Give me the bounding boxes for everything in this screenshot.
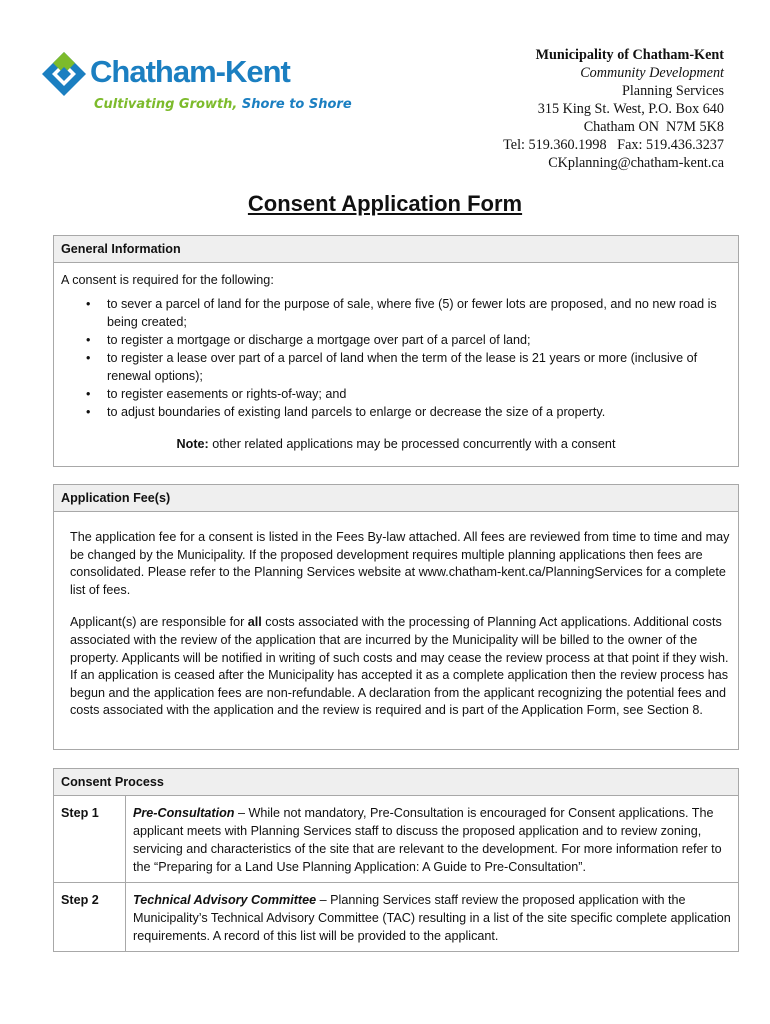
logo-mark-icon (40, 50, 88, 98)
chatham-kent-logo (40, 48, 352, 118)
bullet-icon: • (86, 297, 91, 311)
page-title: Consent Application Form (247, 191, 523, 216)
general-information-intro: A consent is required for the following: (61, 273, 274, 287)
logo-name: Chatham-Kent (90, 54, 290, 89)
step-text: – While not mandatory, Pre-Consultation is encouraged for Consent applications. The applicant meets with Planning Services staff to discuss the proposed application and to review zoning, servicing and characteristics of the site that are relevant to the development. For more information refer to the “Preparing for a Land Use Planning Application: A Guide to Pre-Consultation”. (133, 806, 722, 874)
logo-tagline-part1: Cultivating Growth, (94, 97, 238, 112)
list-item-text: to adjust boundaries of existing land parcels to enlarge or decrease the size of a property. (107, 405, 606, 419)
address-street: 315 King St. West, P.O. Box 640 (537, 101, 724, 117)
general-information-section (53, 235, 739, 467)
list-item (86, 295, 731, 331)
address-email: CKplanning@chatham-kent.ca (548, 155, 724, 171)
step-description (126, 796, 739, 883)
step-text: – Planning Services staff review the proposed application with the Municipality’s Technical Advisory Committee (TAC) resulting in a list of the site specific complete application requirements. A record of this list will be provided to the applicant. (133, 893, 731, 943)
note-text: other related applications may be processed concurrently with a consent (208, 437, 616, 451)
step-number: Step 2 (54, 883, 126, 952)
fees-paragraph-2-start: Applicant(s) are responsible for (70, 615, 248, 630)
note (61, 435, 731, 453)
table-row (54, 796, 738, 883)
list-item-text: to register a mortgage or discharge a mortgage over part of a parcel of land; (107, 333, 531, 347)
consent-process-heading: Consent Process (54, 769, 738, 796)
consent-process-table (54, 796, 738, 951)
bullet-icon: • (86, 387, 91, 401)
step-label: Technical Advisory Committee (133, 893, 317, 907)
application-fees-section (53, 484, 739, 750)
application-fees-heading: Application Fee(s) (54, 485, 738, 512)
step-number: Step 1 (54, 796, 126, 883)
general-information-heading: General Information (54, 236, 738, 263)
list-item-text: to register a lease over part of a parcel of land when the term of the lease is 21 years or more (inclusive of renewal options); (107, 351, 698, 383)
address-phone-fax: Tel: 519.360.1998 Fax: 519.436.3237 (503, 137, 724, 153)
list-item (86, 331, 731, 349)
list-item (86, 349, 731, 385)
consent-process-section (53, 768, 739, 952)
bullet-icon: • (86, 351, 91, 365)
list-item-text: to register easements or rights-of-way; and (107, 387, 347, 401)
address-division: Planning Services (621, 83, 724, 99)
address-city: Chatham ON N7M 5K8 (583, 119, 724, 135)
logo-tagline (94, 97, 352, 112)
bullet-icon: • (86, 405, 91, 419)
note-label: Note: (176, 437, 209, 451)
fees-paragraph-2 (70, 614, 730, 720)
bullet-icon: • (86, 333, 91, 347)
list-item (86, 385, 731, 403)
consent-requirements-list (61, 295, 731, 421)
fees-paragraph-2-end: costs associated with the processing of Planning Act applications. Additional costs associated with the review of the application that are incurred by the Municipality will be billed to the owner of the property. Applicants will be notified in writing of such costs and may cease the review process at that point if they wish. If an application is ceased after the Municipality has accepted it as a complete application then the review process has begun and the application fees are non-refundable. A declaration from the applicant recognizing the potential fees and costs associated with the application and the review is required and is part of the Application Form, see Section 8. (70, 615, 729, 718)
step-label: Pre-Consultation (133, 806, 235, 820)
step-description (126, 883, 739, 952)
logo-tagline-part2: Shore to Shore (241, 97, 352, 112)
fees-paragraph-1: The application fee for a consent is listed in the Fees By-law attached. All fees are reviewed from time to time and may be changed by the Municipality. If the proposed development requires multiple planning applications then fees are consolidated. Please refer to the Planning Services website at www.chatham-kent.ca/PlanningServices for a complete list of fees. (70, 530, 730, 597)
municipality-address (503, 46, 724, 172)
table-row (54, 883, 738, 952)
list-item (86, 403, 731, 421)
address-department: Community Development (580, 65, 724, 81)
address-organization: Municipality of Chatham-Kent (535, 47, 724, 63)
fees-paragraph-2-emphasis: all (247, 615, 262, 630)
list-item-text: to sever a parcel of land for the purpose of sale, where five (5) or fewer lots are proposed, and no new road is being created; (107, 297, 717, 329)
